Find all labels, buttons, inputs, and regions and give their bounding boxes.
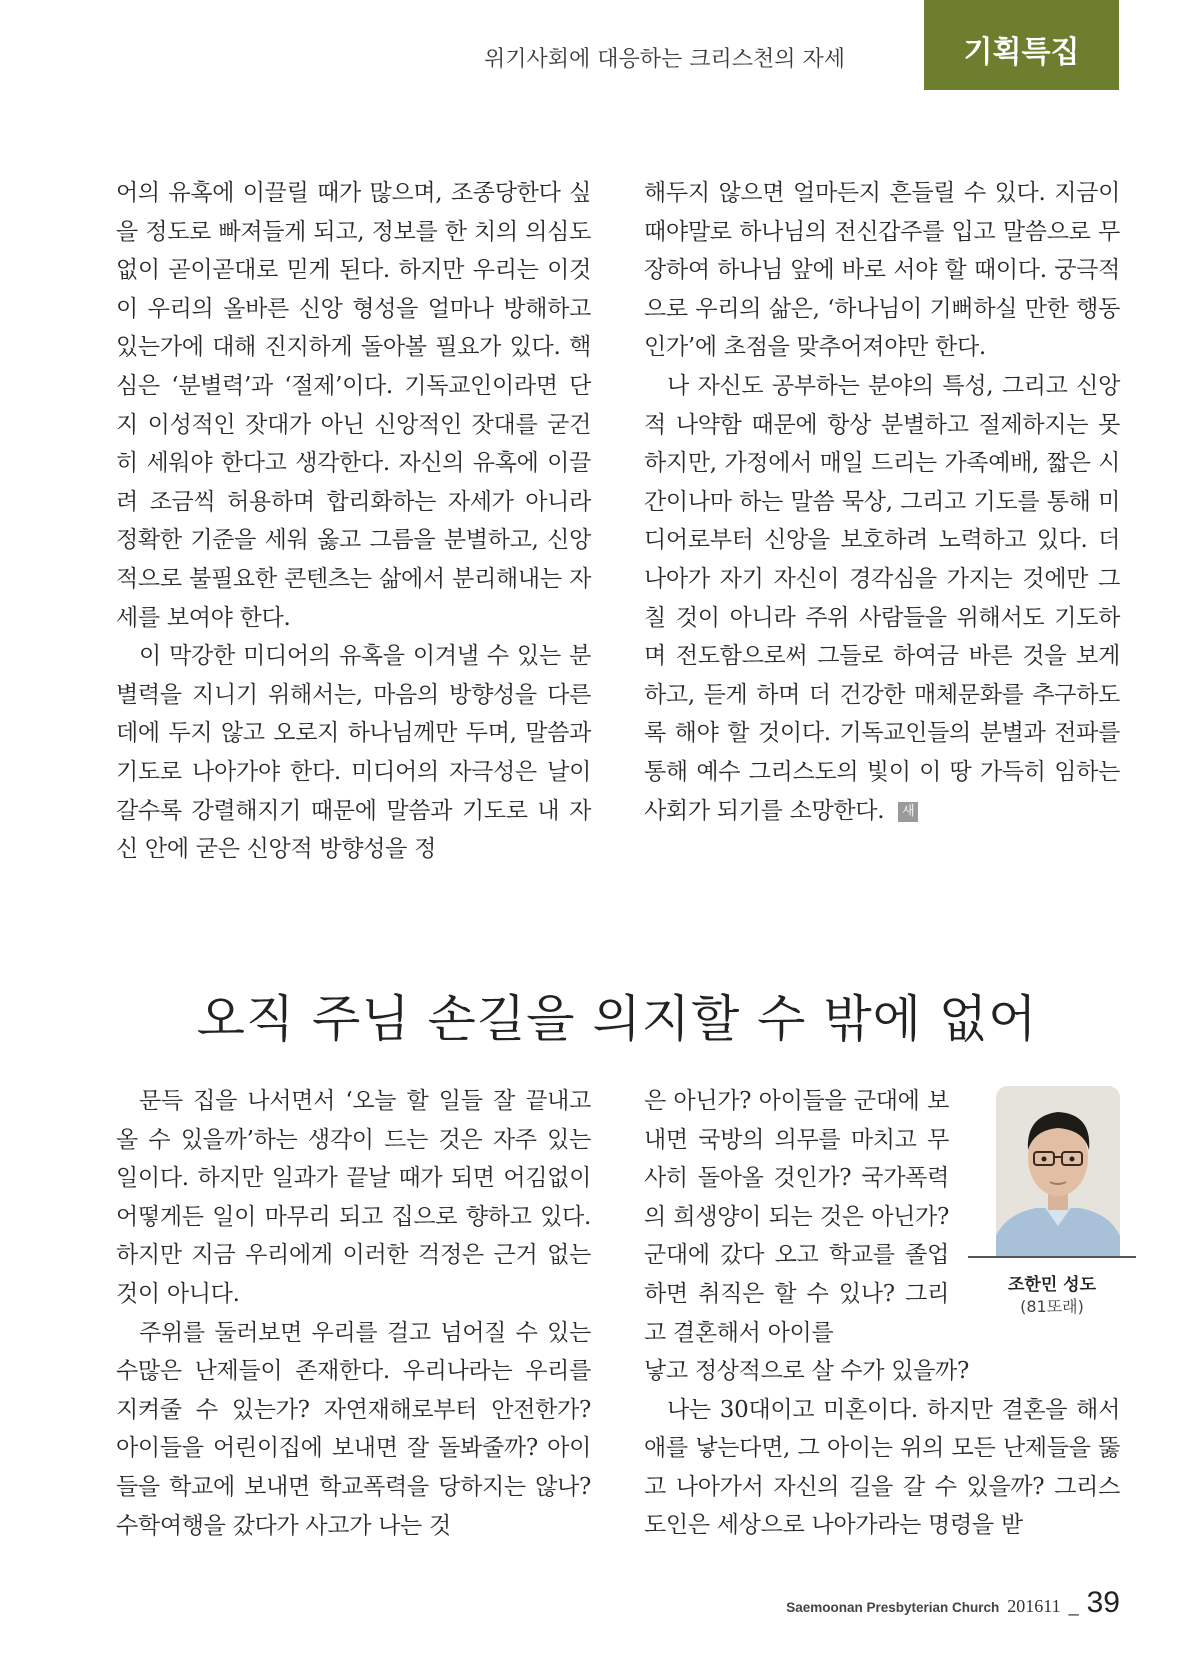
article1-left-column (116, 174, 591, 869)
paragraph: 낳고 정상적으로 살 수가 있을까? (644, 1358, 970, 1384)
person-portrait-icon (996, 1086, 1120, 1256)
footer-issue: 201611 (1007, 1596, 1061, 1616)
series-title: 위기사회에 대응하는 크리스천의 자세 (483, 47, 845, 72)
paragraph: 은 아닌가? 아이들을 군대에 보내면 국방의 의무를 마치고 무사히 돌아올 것인가? 국가폭력의 희생양이 되는 것은 아닌가? 군대에 갔다 오고 학교를 졸업하면 취직은 할 수 있나? 그리고 결혼해서 아이를 (644, 1088, 949, 1346)
paragraph: 문득 집을 나서면서 ‘오늘 할 일들 잘 끝내고 올 수 있을까’하는 생각이 드는 것은 자주 있는 일이다. 하지만 일과가 끝날 때가 되면 어김없이 어떻게든 일이 마무리 되고 집으로 향하고 있다. 하지만 지금 우리에게 이러한 걱정은 근거 없는 것이 아니다. (116, 1088, 591, 1307)
page-footer (786, 1586, 1120, 1620)
paragraph: 이 막강한 미디어의 유혹을 이겨낼 수 있는 분별력을 지니기 위해서는, 마음의 방향성을 다른 데에 두지 않고 오로지 하나님께만 두며, 말씀과 기도로 나아가야 한다. 미디어의 자극성은 날이 갈수록 강렬해지기 때문에 말씀과 기도로 내 자신 안에 굳은 신앙적 방향성을 정 (116, 643, 591, 863)
end-mark-icon: 새 (898, 802, 918, 822)
author-name: 조한민 성도 (1007, 1275, 1097, 1295)
article1-right-column (644, 174, 1120, 830)
caption-divider (968, 1256, 1136, 1258)
page-number: 39 (1086, 1586, 1120, 1619)
footer-church-name: Saemoonan Presbyterian Church (786, 1600, 1000, 1615)
author-group: (81또래) (1020, 1297, 1084, 1316)
article2-left-column (116, 1082, 591, 1545)
paragraph-text: 나 자신도 공부하는 분야의 특성, 그리고 신앙적 나약함 때문에 항상 분별하고 절제하지는 못하지만, 가정에서 매일 드리는 가족예배, 짧은 시간이나마 하는 말씀 묵상, 그리고 기도를 통해 미디어로부터 신앙을 보호하려 노력하고 있다. 더 나아가 자기 자신이 경각심을 가지는 것에만 그칠 것이 아니라 주위 사람들을 위해서도 기도하며 전도함으로써 그들로 하여금 바른 것을 보게 하고, 듣게 하며 더 건강한 매체문화를 추구하도록 해야 할 것이다. 기독교인들의 분별과 전파를 통해 예수 그리스도의 빛이 이 땅 가득히 임하는 사회가 되기를 소망한다. (644, 372, 1120, 824)
author-photo (996, 1086, 1120, 1256)
paragraph: 어의 유혹에 이끌릴 때가 많으며, 조종당한다 싶을 정도로 빠져들게 되고, 정보를 한 치의 의심도 없이 곧이곧대로 믿게 된다. 하지만 우리는 이것이 우리의 올바른 신앙 형성을 얼마나 방해하고 있는가에 대해 진지하게 돌아볼 필요가 있다. 핵심은 ‘분별력’과 ‘절제’이다. 기독교인이라면 단지 이성적인 잣대가 아닌 신앙적인 잣대를 굳건히 세워야 한다고 생각한다. 자신의 유혹에 이끌려 조금씩 허용하며 합리화하는 자세가 아니라 정확한 기준을 세워 옳고 그름을 분별하고, 신앙적으로 불필요한 콘텐츠는 삶에서 분리해내는 자세를 보여야 한다. (116, 180, 591, 631)
section-tag: 기획특집 (924, 0, 1119, 90)
paragraph-with-end-mark (644, 367, 1120, 830)
article2-right-column-top (644, 1082, 949, 1352)
article2-title: 오직 주님 손길을 의지할 수 밖에 없어 (196, 989, 1038, 1048)
paragraph: 주위를 둘러보면 우리를 걸고 넘어질 수 있는 수많은 난제들이 존재한다. 우리나라는 우리를 지켜줄 수 있는가? 자연재해로부터 안전한가? 아이들을 어린이집에 보내면 잘 돌봐줄까? 아이들을 학교에 보내면 학교폭력을 당하지는 않나? 수학여행을 갔다가 사고가 나는 것 (116, 1319, 591, 1539)
footer-separator: _ (1068, 1596, 1079, 1616)
paragraph: 나는 30대이고 미혼이다. 하지만 결혼을 해서 애를 낳는다면, 그 아이는 위의 모든 난제들을 뚫고 나아가서 자신의 길을 갈 수 있을까? 그리스도인은 세상으로 나아가라는 명령을 받 (644, 1396, 1120, 1539)
paragraph: 해두지 않으면 얼마든지 흔들릴 수 있다. 지금이 때야말로 하나님의 전신갑주를 입고 말씀으로 무장하여 하나님 앞에 바로 서야 할 때이다. 궁극적으로 우리의 삶은, ‘하나님이 기뻐하실 만한 행동인가’에 초점을 맞추어져야만 한다. (644, 180, 1120, 361)
article2-right-column-bottom (644, 1352, 1120, 1545)
